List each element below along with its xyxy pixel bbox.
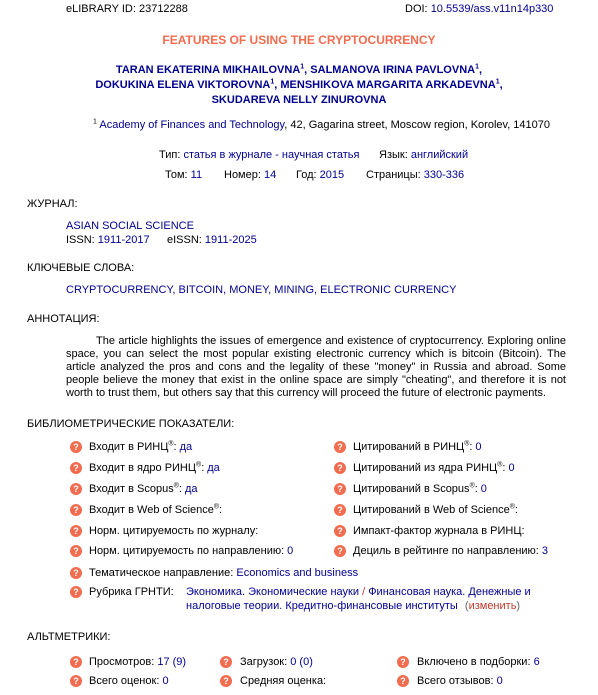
biblio-label: Норм. цитируемость по журналу: xyxy=(89,525,259,537)
question-icon[interactable]: ? xyxy=(70,525,82,537)
keyword-link[interactable]: CRYPTOCURRENCY xyxy=(66,284,173,296)
ratings-field xyxy=(89,675,169,687)
biblio-label: Цитирований из ядра РИНЦ xyxy=(353,462,498,474)
registered-mark: ® xyxy=(196,461,202,469)
language-label: Язык: xyxy=(379,149,408,161)
biblio-heading: БИБЛИОМЕТРИЧЕСКИЕ ПОКАЗАТЕЛИ: xyxy=(27,418,235,430)
topic-label: Тематическое направление: xyxy=(89,567,234,579)
affiliation-org-link[interactable]: Academy of Finances and Technology xyxy=(99,119,285,131)
grnti-line-2 xyxy=(186,600,520,612)
question-icon[interactable]: ? xyxy=(70,504,82,516)
eissn-value: 1911-2025 xyxy=(204,234,257,246)
pages-field xyxy=(366,169,464,181)
views-value: 17 (9) xyxy=(157,656,187,668)
biblio-label: Норм. цитируемость по направлению: xyxy=(89,545,285,557)
author-link[interactable]: SALMANOVA IRINA PAVLOVNA xyxy=(310,64,476,76)
biblio-colon: : xyxy=(201,462,205,474)
avg-rating-field xyxy=(240,675,326,687)
keyword-sep: , xyxy=(314,284,321,296)
registered-mark: ® xyxy=(497,461,503,469)
question-icon[interactable]: ? xyxy=(70,586,82,598)
biblio-left-field xyxy=(89,462,220,474)
author-sep: , xyxy=(479,64,483,76)
author-link[interactable]: SKUDAREVA NELLY ZINUROVNA xyxy=(211,94,387,106)
biblio-value: 0 xyxy=(508,462,515,474)
question-icon[interactable]: ? xyxy=(70,675,82,687)
reviews-value: 0 xyxy=(496,675,503,687)
affiliation xyxy=(93,119,550,131)
biblio-value: 0 xyxy=(480,483,487,495)
abstract-text: The article highlights the issues of emergence and existence of cryptocurrency. Exploring online space, you can select the most popular existing electronic currency which is bitcoin (Bitcoin). The article analyzed the pros and cons and the legality of these "money" in Russia and abroad. Some people believe the money that exist in the online space are simply "cheating", and therefore it is not worth to trust them, but others say that this currency will proceed the future of electronic payments. xyxy=(66,335,566,399)
question-icon[interactable]: ? xyxy=(70,567,82,579)
grnti-link[interactable]: налоговые теории. Кредитно-финансовые институты xyxy=(186,600,458,612)
biblio-left-field xyxy=(89,525,261,537)
eissn-label: eISSN: xyxy=(167,234,202,246)
author-link[interactable]: TARAN EKATERINA MIKHAILOVNA xyxy=(115,64,301,76)
affiliation-address: , 42, Gagarina street, Moscow region, Korolev, 141070 xyxy=(284,119,551,131)
abstract-heading: АННОТАЦИЯ: xyxy=(27,313,100,325)
biblio-label: Импакт-фактор журнала в РИНЦ: xyxy=(353,525,525,537)
number-value: 14 xyxy=(263,169,277,181)
grnti-label: Рубрика ГРНТИ: xyxy=(89,586,174,598)
question-icon[interactable]: ? xyxy=(70,545,82,557)
keywords-heading: КЛЮЧЕВЫЕ СЛОВА: xyxy=(27,262,135,274)
question-icon[interactable]: ? xyxy=(334,504,346,516)
volume-field xyxy=(165,169,202,181)
author-sep: , xyxy=(304,64,308,76)
author-sup: 1 xyxy=(475,63,479,71)
ratings-value: 0 xyxy=(162,675,169,687)
author-sup: 1 xyxy=(270,78,275,86)
biblio-colon: : xyxy=(474,483,478,495)
keyword-link[interactable]: ELECTRONIC CURRENCY xyxy=(320,284,457,296)
keyword-sep: , xyxy=(223,284,230,296)
pages-value: 330-336 xyxy=(423,169,465,181)
altmetrics-heading: АЛЬТМЕТРИКИ: xyxy=(27,631,111,643)
registered-mark: ® xyxy=(213,503,220,511)
biblio-left-field xyxy=(89,441,192,453)
registered-mark: ® xyxy=(173,482,179,490)
biblio-label: Входит в Web of Science xyxy=(89,504,214,516)
biblio-value: 0 xyxy=(475,441,482,453)
language-field xyxy=(379,149,468,161)
type-field xyxy=(159,149,359,161)
journal-link[interactable]: ASIAN SOCIAL SCIENCE xyxy=(66,220,194,232)
ratings-label: Всего оценок: xyxy=(89,675,160,687)
keyword-link[interactable]: MINING xyxy=(274,284,315,296)
keyword-sep: , xyxy=(268,284,275,296)
downloads-field xyxy=(240,656,313,668)
biblio-left-field xyxy=(89,483,198,495)
grnti-line-1 xyxy=(186,586,531,598)
question-icon[interactable]: ? xyxy=(220,656,232,668)
biblio-label: Входит в Scopus xyxy=(89,483,174,495)
reviews-label: Всего отзывов: xyxy=(417,675,494,687)
biblio-label: Дециль в рейтинге по направлению: xyxy=(353,545,539,557)
views-field xyxy=(89,656,186,668)
keyword-link[interactable]: BITCOIN xyxy=(178,284,224,296)
biblio-label: Цитирований в Scopus xyxy=(353,483,470,495)
biblio-value: да xyxy=(207,462,220,474)
elibrary-id: eLIBRARY ID: 23712288 xyxy=(66,3,188,15)
doi-label: DOI: xyxy=(405,3,428,15)
registered-mark: ® xyxy=(469,482,475,490)
topic-field xyxy=(89,567,358,579)
change-paren: ( xyxy=(464,600,469,612)
pages-label: Страницы: xyxy=(366,169,421,181)
year-field xyxy=(296,169,344,181)
question-icon[interactable]: ? xyxy=(397,656,409,668)
question-icon[interactable]: ? xyxy=(334,462,346,474)
biblio-left-field xyxy=(89,504,225,516)
biblio-right-field xyxy=(353,441,482,453)
change-paren: ) xyxy=(516,600,521,612)
biblio-right-field xyxy=(353,462,515,474)
collections-value: 6 xyxy=(533,656,540,668)
collections-label: Включено в подборки: xyxy=(417,656,531,668)
issn-value: 1911-2017 xyxy=(97,234,150,246)
biblio-label: Цитирований в Web of Science xyxy=(353,504,510,516)
biblio-label: Входит в РИНЦ xyxy=(89,441,169,453)
biblio-colon: : xyxy=(173,441,177,453)
views-label: Просмотров: xyxy=(89,656,155,668)
biblio-value: 3 xyxy=(541,545,548,557)
question-icon[interactable]: ? xyxy=(334,525,346,537)
affiliation-sup: 1 xyxy=(93,118,97,126)
eissn-field xyxy=(167,234,257,246)
keywords-list xyxy=(66,284,456,296)
biblio-label: Цитирований в РИНЦ xyxy=(353,441,465,453)
issn-field xyxy=(66,234,150,246)
question-icon[interactable]: ? xyxy=(334,483,346,495)
number-label: Номер: xyxy=(224,169,261,181)
author-sup: 1 xyxy=(300,63,305,71)
question-icon[interactable]: ? xyxy=(70,656,82,668)
question-icon[interactable]: ? xyxy=(397,675,409,687)
author-sup: 1 xyxy=(495,78,500,86)
biblio-colon: : xyxy=(469,441,473,453)
change-link[interactable]: изменить xyxy=(468,600,517,612)
author-sep: , xyxy=(274,79,278,91)
biblio-right-field xyxy=(353,545,548,557)
biblio-colon: : xyxy=(219,504,223,516)
authors-line-1 xyxy=(0,63,598,78)
biblio-label: Входит в ядро РИНЦ xyxy=(89,462,197,474)
registered-mark: ® xyxy=(168,440,174,448)
keyword-link[interactable]: MONEY xyxy=(229,284,269,296)
author-link[interactable]: DOKUKINA ELENA VIKTOROVNA xyxy=(95,79,271,91)
reviews-field xyxy=(417,675,503,687)
downloads-label: Загрузок: xyxy=(240,656,288,668)
avg-rating-label: Средняя оценка: xyxy=(240,675,327,687)
question-icon[interactable]: ? xyxy=(334,441,346,453)
biblio-right-field xyxy=(353,483,487,495)
downloads-value: 0 (0) xyxy=(290,656,313,668)
type-value: статья в журнале - научная статья xyxy=(183,149,360,161)
authors-line-2 xyxy=(0,78,598,93)
registered-mark: ® xyxy=(509,503,515,511)
question-icon[interactable]: ? xyxy=(220,675,232,687)
question-icon[interactable]: ? xyxy=(70,441,82,453)
grnti-sep: / xyxy=(359,586,369,598)
volume-value: 11 xyxy=(190,169,203,181)
question-icon[interactable]: ? xyxy=(70,483,82,495)
grnti-link[interactable]: Финансовая наука. Денежные и xyxy=(368,586,531,598)
author-link[interactable]: MENSHIKOVA MARGARITA ARKADEVNA xyxy=(280,79,496,91)
grnti-link[interactable]: Экономика. Экономические науки xyxy=(186,586,360,598)
registered-mark: ® xyxy=(464,440,470,448)
biblio-value: да xyxy=(184,483,198,495)
doi xyxy=(405,3,553,15)
year-label: Год: xyxy=(296,169,317,181)
question-icon[interactable]: ? xyxy=(70,462,82,474)
journal-heading: ЖУРНАЛ: xyxy=(27,198,78,210)
biblio-right-field xyxy=(353,504,521,516)
volume-label: Том: xyxy=(165,169,188,181)
issn-label: ISSN: xyxy=(66,234,95,246)
biblio-value: да xyxy=(179,441,193,453)
question-icon[interactable]: ? xyxy=(334,545,346,557)
biblio-colon: : xyxy=(502,462,506,474)
biblio-right-field xyxy=(353,525,528,537)
author-sep: , xyxy=(499,79,503,91)
topic-link[interactable]: Economics and business xyxy=(236,567,359,579)
doi-link[interactable]: 10.5539/ass.v11n14p330 xyxy=(430,3,554,15)
number-field xyxy=(224,169,276,181)
authors-line-3 xyxy=(0,93,598,108)
collections-field xyxy=(417,656,540,668)
biblio-value: 0 xyxy=(287,545,294,557)
keyword-sep: , xyxy=(172,284,179,296)
biblio-left-field xyxy=(89,545,293,557)
article-title: FEATURES OF USING THE CRYPTOCURRENCY xyxy=(162,33,436,47)
language-value: английский xyxy=(410,149,469,161)
biblio-colon: : xyxy=(178,483,182,495)
biblio-colon: : xyxy=(514,504,518,516)
year-value: 2015 xyxy=(319,169,345,181)
type-label: Тип: xyxy=(159,149,181,161)
